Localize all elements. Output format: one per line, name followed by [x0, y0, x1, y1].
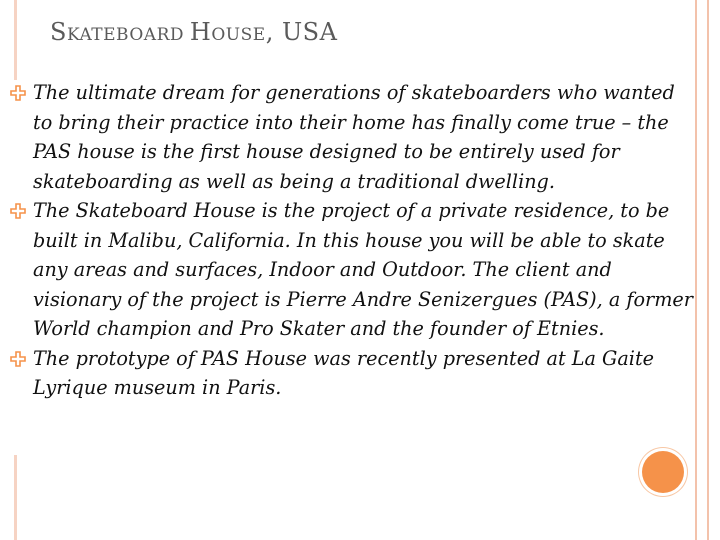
title-part: KATEBOARD [66, 25, 190, 45]
title-part: H [189, 18, 212, 46]
title-part: , USA [265, 18, 338, 46]
bullet-list [0, 78, 700, 403]
orange-cross-icon [10, 203, 26, 219]
orange-cross-icon [10, 85, 26, 101]
bullet-text: The ultimate dream for generations of skateboarders who wanted to bring their practice into their home has finally come true – the PAS house is the first house designed to be entirely used for skateboarding as well as being a traditional dwelling. [33, 81, 675, 193]
slide-title [50, 18, 337, 46]
decorative-circle [642, 451, 684, 493]
title-part: S [50, 18, 67, 46]
bullet-item [0, 78, 700, 196]
bullet-text: The prototype of PAS House was recently presented at La Gaite Lyrique museum in Paris. [33, 346, 655, 399]
frame-line-left-bottom [14, 455, 17, 540]
bullet-text: The Skateboard House is the project of a private residence, to be built in Malibu, California. In this house you will be able to skate any areas and surfaces, Indoor and Outdoor. The client and visionary of the project is Pierre Andre Senizergues (PAS), a former World champion and Pro Skater and the founder of Etnies. [33, 199, 693, 340]
bullet-item [0, 344, 700, 403]
title-part: OUSE [211, 25, 266, 45]
orange-cross-icon [10, 351, 26, 367]
frame-line-right-outer [707, 0, 709, 540]
bullet-item [0, 196, 700, 344]
frame-line-left-top [14, 0, 17, 80]
